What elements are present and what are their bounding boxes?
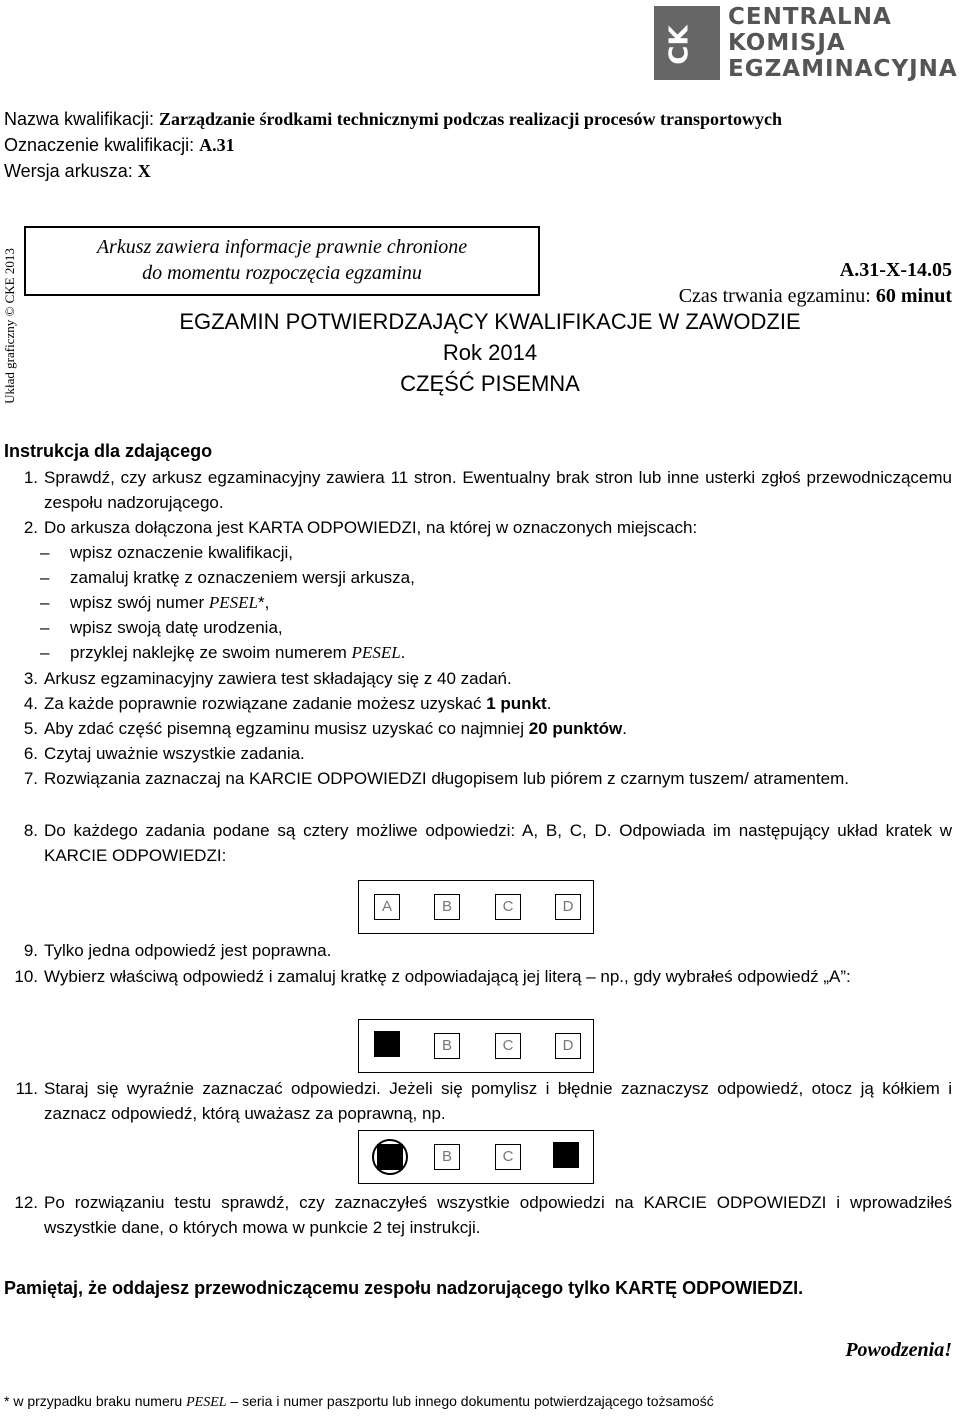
exam-code: A.31-X-14.05 <box>839 259 952 281</box>
item-number: 4. <box>23 694 38 713</box>
dash-item <box>40 615 283 640</box>
instruction-item <box>4 964 952 989</box>
qualification-name-line <box>4 106 782 132</box>
side-label: Układ graficzny © CKE 2013 <box>2 248 17 404</box>
item-text: Wybierz właściwą odpowiedź i zamaluj kratkę z odpowiadającą jej literą – np., gdy wybrałeś odpowiedź „A”: <box>44 967 851 986</box>
answer-cell-a-filled <box>374 1031 400 1057</box>
confidential-line-1: Arkusz zawiera informacje prawnie chronione <box>96 236 468 258</box>
footnote-a: * w przypadku braku numeru <box>4 1393 187 1409</box>
item-text: Arkusz egzaminacyjny zawiera test składający się z 40 zadań. <box>44 669 512 688</box>
duration-label: Czas trwania egzaminu: <box>678 285 876 307</box>
dash-text <box>70 593 269 612</box>
answer-cell-c: C <box>495 894 521 920</box>
instruction-item <box>4 691 952 716</box>
version-value: X <box>137 161 151 181</box>
item-text-bold: 20 punktów <box>528 719 623 738</box>
logo-line-1: CENTRALNA <box>728 4 892 30</box>
logo-mark <box>654 6 720 80</box>
logo-line-3: EGZAMINACYJNA <box>728 56 958 82</box>
qualification-info <box>4 106 782 184</box>
qualification-code: A.31 <box>199 135 235 155</box>
instruction-item <box>4 938 952 963</box>
footnote-b: – seria i numer paszportu lub innego dokumentu potwierdzającego tożsamość <box>226 1393 714 1409</box>
cke-logo <box>654 4 956 86</box>
item-number: 3. <box>23 669 38 688</box>
qualification-name: Zarządzanie środkami technicznymi podczas realizacji procesów transportowych <box>159 109 782 129</box>
dash-text <box>70 643 405 662</box>
dash-italic: PESEL <box>351 643 401 662</box>
dash-text: zamaluj kratkę z oznaczeniem wersji arkusza, <box>70 568 415 587</box>
answer-grid-example <box>358 880 594 934</box>
answer-grid-corrected <box>358 1130 594 1184</box>
answer-cell-b: B <box>434 1144 460 1170</box>
answer-cell-b: B <box>434 894 460 920</box>
duration-value: 60 minut <box>875 285 952 307</box>
logo-line-2: KOMISJA <box>728 30 846 56</box>
logo-text <box>728 4 958 82</box>
instruction-item <box>4 818 952 868</box>
item-text-b: . <box>622 719 627 738</box>
answer-grid-filled <box>358 1019 594 1073</box>
dash-italic: PESEL <box>208 593 258 612</box>
item-text: Staraj się wyraźnie zaznaczać odpowiedzi. Jeżeli się pomylisz i błędnie zaznaczysz odpowiedź, otocz ją kółkiem i zaznacz odpowiedź, którą uważasz za poprawną, np. <box>44 1079 952 1123</box>
item-text: Sprawdź, czy arkusz egzaminacyjny zawiera 11 stron. Ewentualny brak stron lub inne usterki zgłoś przewodniczącemu zespołu nadzorującego. <box>44 468 952 512</box>
dash-text-a: wpisz swój numer <box>70 593 209 612</box>
qualification-code-label: Oznaczenie kwalifikacji: <box>4 135 200 155</box>
item-text: Tylko jedna odpowiedź jest poprawna. <box>44 941 332 960</box>
item-text: Do każdego zadania podane są cztery możliwe odpowiedzi: A, B, C, D. Odpowiada im następujący układ kratek w KARCIE ODPOWIEDZI: <box>44 821 952 865</box>
answer-cell-d: D <box>555 894 581 920</box>
dash-text-b: *, <box>257 593 270 612</box>
dash-item <box>40 640 405 665</box>
answer-cell-b: B <box>434 1033 460 1059</box>
dash-text: wpisz oznaczenie kwalifikacji, <box>70 543 293 562</box>
qualification-code-line <box>4 132 782 158</box>
item-number: 7. <box>23 769 38 788</box>
dash-text: wpisz swoją datę urodzenia, <box>70 618 283 637</box>
title-line-1: EGZAMIN POTWIERDZAJĄCY KWALIFIKACJE W ZAWODZIE <box>179 309 801 334</box>
instruction-item <box>4 666 952 691</box>
title-line-3: CZĘŚĆ PISEMNA <box>400 371 580 396</box>
item-number: 6. <box>23 744 38 763</box>
dash-item <box>40 590 269 615</box>
item-number: 10. <box>14 967 38 986</box>
item-number: 5. <box>23 719 38 738</box>
footnote <box>4 1393 714 1411</box>
version-label: Wersja arkusza: <box>4 161 138 181</box>
item-number: 2. <box>23 518 38 537</box>
dash-item <box>40 565 415 590</box>
confidential-box <box>24 226 540 296</box>
item-text <box>44 691 952 716</box>
item-number: 8. <box>23 821 38 840</box>
version-line <box>4 158 782 184</box>
answer-cell-d-filled <box>553 1142 579 1168</box>
remember-note: Pamiętaj, że oddajesz przewodniczącemu zespołu nadzorującego tylko KARTĘ ODPOWIEDZI. <box>4 1278 804 1298</box>
answer-cell-a-circled <box>377 1144 403 1170</box>
instruction-item <box>4 716 952 741</box>
item-number: 12. <box>14 1193 38 1212</box>
item-number: 1. <box>23 468 38 487</box>
item-number: 9. <box>23 941 38 960</box>
exam-title <box>100 306 880 399</box>
item-text: Po rozwiązaniu testu sprawdź, czy zaznaczyłeś wszystkie odpowiedzi na KARCIE ODPOWIEDZI i wprowadziłeś wszystkie dane, o których mowa w punkcie 2 tej instrukcji. <box>44 1193 952 1237</box>
footnote-italic: PESEL <box>186 1395 227 1410</box>
instruction-item <box>4 1190 952 1240</box>
item-text-a: Za każde poprawnie rozwiązane zadanie możesz uzyskać <box>44 694 487 713</box>
good-luck: Powodzenia! <box>845 1339 952 1361</box>
dash-text-a: przyklej naklejkę ze swoim numerem <box>70 643 352 662</box>
instruction-item <box>4 766 952 791</box>
instructions-heading: Instrukcja dla zdającego <box>4 441 213 461</box>
item-text-bold: 1 punkt <box>486 694 547 713</box>
item-text-b: . <box>546 694 552 713</box>
instruction-item <box>4 515 952 540</box>
answer-cell-c: C <box>495 1033 521 1059</box>
answer-cell-a: A <box>374 894 400 920</box>
confidential-line-2: do momentu rozpoczęcia egzaminu <box>142 262 422 284</box>
instruction-item <box>4 1076 952 1126</box>
dash-item <box>40 540 293 565</box>
item-text <box>44 716 952 741</box>
dash-text-b: . <box>400 643 406 662</box>
exam-code-block <box>679 257 952 309</box>
logo-mark-text: CK <box>664 25 695 65</box>
instruction-item <box>4 465 952 515</box>
qualification-name-label: Nazwa kwalifikacji: <box>4 109 160 129</box>
item-text-a: Aby zdać część pisemną egzaminu musisz uzyskać co najmniej <box>44 719 529 738</box>
title-line-2: Rok 2014 <box>442 340 538 365</box>
answer-cell-d: D <box>555 1033 581 1059</box>
instruction-item <box>4 741 952 766</box>
answer-cell-c: C <box>495 1144 521 1170</box>
item-number: 11. <box>15 1079 38 1098</box>
item-text: Czytaj uważnie wszystkie zadania. <box>44 744 305 763</box>
item-text: Do arkusza dołączona jest KARTA ODPOWIEDZI, na której w oznaczonych miejscach: <box>44 518 698 537</box>
item-text: Rozwiązania zaznaczaj na KARCIE ODPOWIEDZI długopisem lub piórem z czarnym tuszem/ atramentem. <box>44 769 849 788</box>
